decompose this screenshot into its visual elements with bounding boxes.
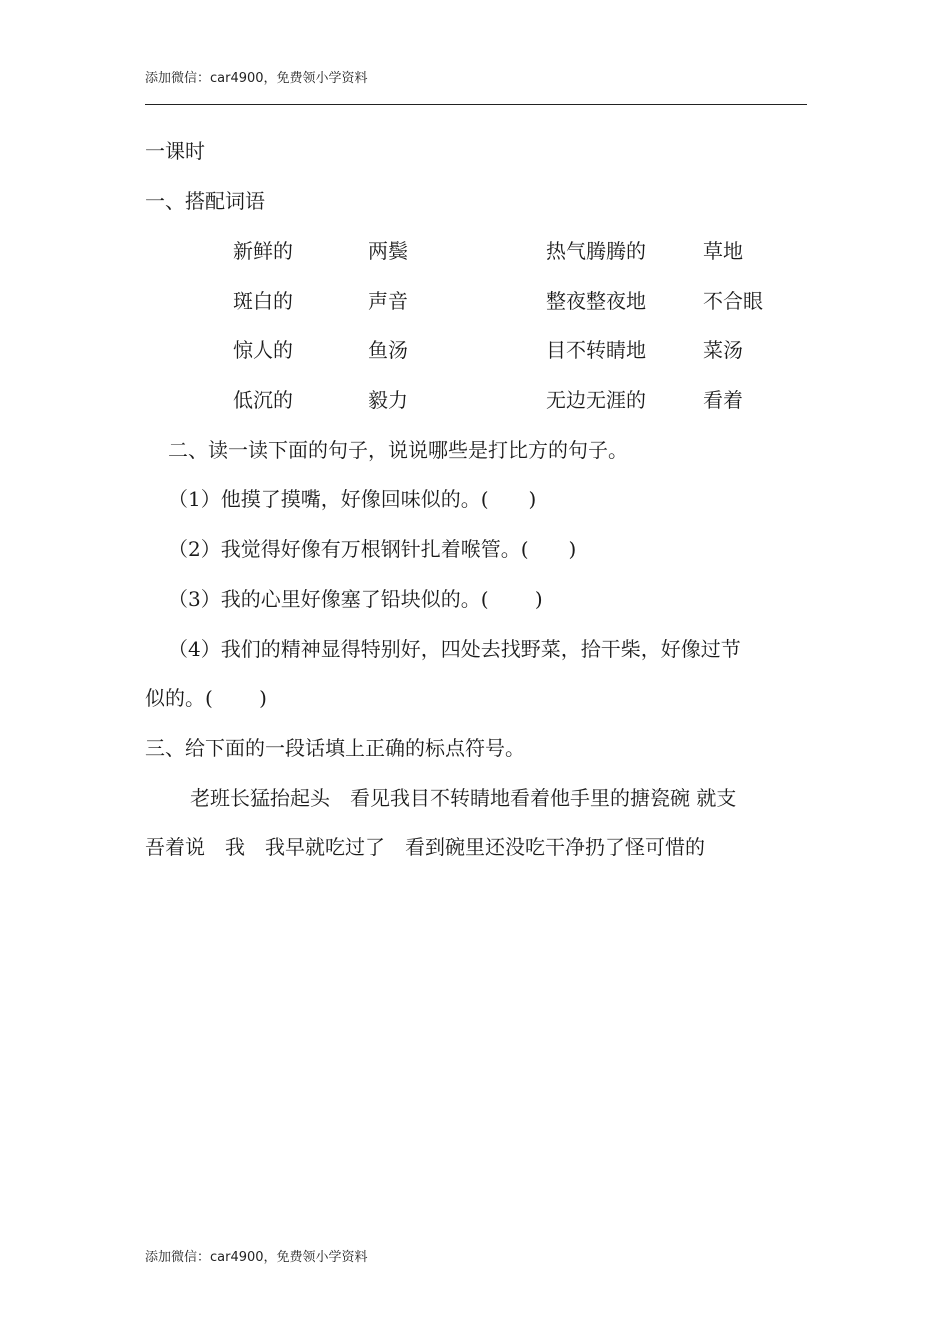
word-cell: 声音 [368, 289, 408, 313]
sentence-item-3: （3）我的心里好像塞了铅块似的。( ) [168, 587, 543, 611]
word-cell: 菜汤 [703, 338, 743, 362]
section1-heading: 一、搭配词语 [145, 189, 265, 213]
word-cell: 目不转睛地 [546, 338, 646, 362]
punctuation-paragraph-line-1: 老班长猛抬起头 看见我目不转睛地看着他手里的搪瓷碗 就支 [190, 786, 737, 810]
word-cell: 整夜整夜地 [546, 289, 646, 313]
sentence-item-1: （1）他摸了摸嘴，好像回味似的。( ) [168, 487, 537, 511]
header-text: 添加微信：car4900，免费领小学资料 [145, 71, 368, 86]
word-cell: 看着 [703, 388, 743, 412]
sentence-item-4: （4）我们的精神显得特别好，四处去找野菜，拾干柴，好像过节 [168, 637, 741, 661]
word-cell: 热气腾腾的 [546, 239, 646, 263]
header-divider [145, 104, 807, 105]
sentence-item-4-continued: 似的。( ) [145, 686, 267, 710]
word-cell: 惊人的 [233, 338, 293, 362]
sentence-item-2: （2）我觉得好像有万根钢针扎着喉管。( ) [168, 537, 577, 561]
word-cell: 毅力 [368, 388, 408, 412]
lesson-title: 一课时 [145, 139, 205, 163]
word-cell: 新鲜的 [233, 239, 293, 263]
punctuation-paragraph-line-2: 吾着说 我 我早就吃过了 看到碗里还没吃干净扔了怪可惜的 [145, 835, 705, 859]
word-cell: 草地 [703, 239, 743, 263]
word-cell: 鱼汤 [368, 338, 408, 362]
section2-heading: 二、读一读下面的句子，说说哪些是打比方的句子。 [168, 438, 628, 462]
section3-heading: 三、给下面的一段话填上正确的标点符号。 [145, 736, 525, 760]
word-cell: 斑白的 [233, 289, 293, 313]
word-cell: 不合眼 [703, 289, 763, 313]
word-cell: 两鬓 [368, 239, 408, 263]
footer-text: 添加微信：car4900，免费领小学资料 [145, 1250, 368, 1265]
word-cell: 无边无涯的 [546, 388, 646, 412]
word-cell: 低沉的 [233, 388, 293, 412]
